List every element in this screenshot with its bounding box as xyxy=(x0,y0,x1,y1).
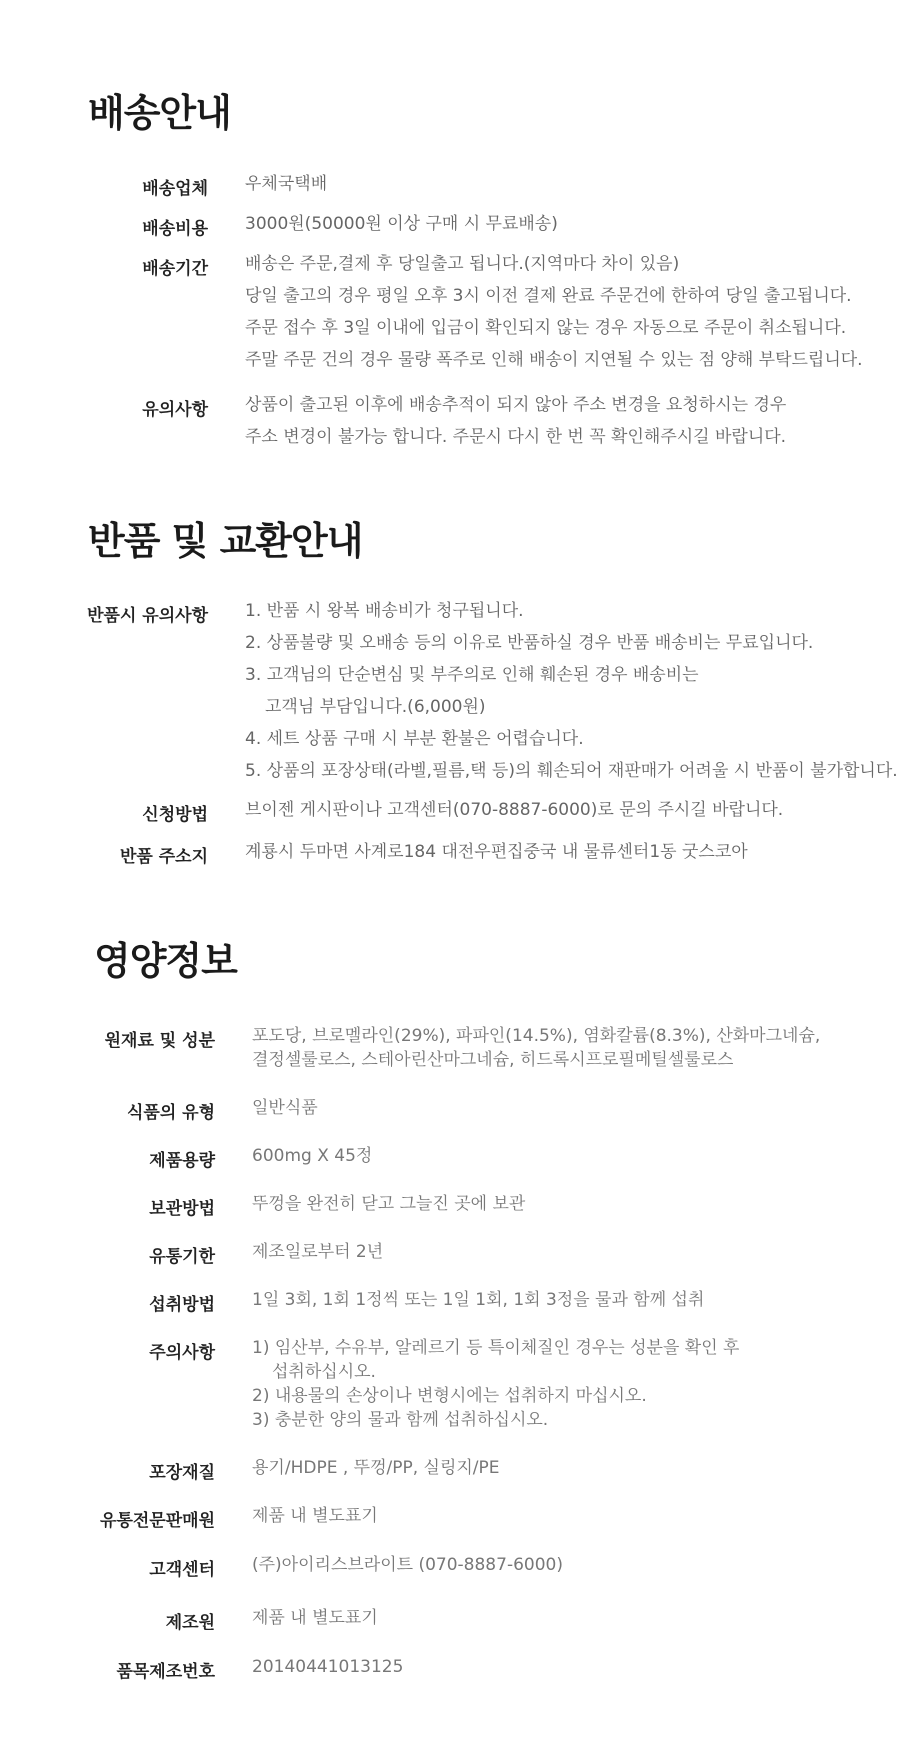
nutrition-report-number-value: 20140441013125 xyxy=(252,1657,404,1677)
nutrition-customer-center-label: 고객센터 xyxy=(149,1560,215,1580)
nutrition-capacity-label: 제품용량 xyxy=(149,1151,215,1171)
nutrition-report-number-label: 품목제조번호 xyxy=(116,1662,215,1682)
shipping-period-value: 배송은 주문,결제 후 당일출고 됩니다.(지역마다 차이 있음) 당일 출고의 경우 평일 오후 3시 이전 결제 완료 주문건에 한하여 당일 출고됩니다. 주문 접수 후 3일 이내에 입금이 확인되지 않는 경우 자동으로 주문이 취소됩니다. 주말 주문 건의 경우 물량 폭주로 인해 배송이 지연될 수 있는 점 양해 부탁드립니다. xyxy=(245,254,863,370)
nutrition-title: 영양정보 xyxy=(94,939,237,983)
returns-address-value: 계룡시 두마면 사계로184 대전우편집중국 내 물류센터1동 굿스코아 xyxy=(245,842,748,862)
shipping-period-label: 배송기간 xyxy=(142,259,208,279)
nutrition-distributor-label: 유통전문판매원 xyxy=(100,1511,215,1531)
nutrition-intake-value: 1일 3회, 1회 1정씩 또는 1일 1회, 1회 3정을 물과 함께 섭취 xyxy=(252,1290,705,1310)
nutrition-caution-label: 주의사항 xyxy=(149,1343,215,1363)
returns-notice-value: 1. 반품 시 왕복 배송비가 청구됩니다. 2. 상품불량 및 오배송 등의 이유로 반품하실 경우 반품 배송비는 무료입니다. 3. 고객님의 단순변심 및 부주의로 인해 훼손된 경우 배송비는 고객님 부담입니다.(6,000원) 4. 세트 상품 구매 시 부분 환불은 어렵습니다. 5. 상품의 포장상태(라벨,필름,택 등)의 훼손되어 재판매가 어려울 시 반품이 불가합니다. xyxy=(245,601,898,781)
shipping-cost-value: 3000원(50000원 이상 구매 시 무료배송) xyxy=(245,214,558,234)
nutrition-caution-value: 1) 임산부, 수유부, 알레르기 등 특이체질인 경우는 성분을 확인 후 섭취하십시오. 2) 내용물의 손상이나 변형시에는 섭취하지 마십시오. 3) 충분한 양의 물과 함께 섭취하십시오. xyxy=(252,1338,740,1430)
nutrition-expiry-label: 유통기한 xyxy=(149,1247,215,1267)
nutrition-ingredients-label: 원재료 및 성분 xyxy=(104,1031,215,1051)
shipping-cost-label: 배송비용 xyxy=(142,219,208,239)
nutrition-type-label: 식품의 유형 xyxy=(126,1103,215,1123)
shipping-carrier-value: 우체국택배 xyxy=(245,174,328,194)
returns-notice-label: 반품시 유의사항 xyxy=(87,606,208,626)
nutrition-packaging-value: 용기/HDPE , 뚜껑/PP, 실링지/PE xyxy=(252,1458,500,1478)
nutrition-intake-label: 섭취방법 xyxy=(149,1295,215,1315)
returns-method-value: 브이젠 게시판이나 고객센터(070-8887-6000)로 문의 주시길 바랍니다. xyxy=(245,800,784,820)
nutrition-ingredients-value: 포도당, 브로멜라인(29%), 파파인(14.5%), 염화칼륨(8.3%), 산화마그네슘, 결정셀룰로스, 스테아린산마그네슘, 히드록시프로필메틸셀룰로스 xyxy=(252,1026,821,1070)
nutrition-customer-center-value: (주)아이리스브라이트 (070-8887-6000) xyxy=(252,1555,563,1575)
returns-method-label: 신청방법 xyxy=(142,805,208,825)
nutrition-capacity-value: 600mg X 45정 xyxy=(252,1146,373,1166)
nutrition-packaging-label: 포장재질 xyxy=(149,1463,215,1483)
shipping-notice-label: 유의사항 xyxy=(142,400,208,420)
nutrition-type-value: 일반식품 xyxy=(252,1098,318,1118)
nutrition-distributor-value: 제품 내 별도표기 xyxy=(252,1506,378,1526)
nutrition-expiry-value: 제조일로부터 2년 xyxy=(252,1242,384,1262)
nutrition-storage-value: 뚜껑을 완전히 닫고 그늘진 곳에 보관 xyxy=(252,1194,526,1214)
shipping-notice-value: 상품이 출고된 이후에 배송추적이 되지 않아 주소 변경을 요청하시는 경우 주소 변경이 불가능 합니다. 주문시 다시 한 번 꼭 확인해주시길 바랍니다. xyxy=(245,395,787,447)
nutrition-storage-label: 보관방법 xyxy=(149,1199,215,1219)
returns-address-label: 반품 주소지 xyxy=(119,847,208,867)
nutrition-manufacturer-value: 제품 내 별도표기 xyxy=(252,1608,378,1628)
shipping-title: 배송안내 xyxy=(88,91,231,135)
shipping-carrier-label: 배송업체 xyxy=(142,179,208,199)
nutrition-manufacturer-label: 제조원 xyxy=(165,1613,215,1633)
returns-title: 반품 및 교환안내 xyxy=(88,519,363,563)
